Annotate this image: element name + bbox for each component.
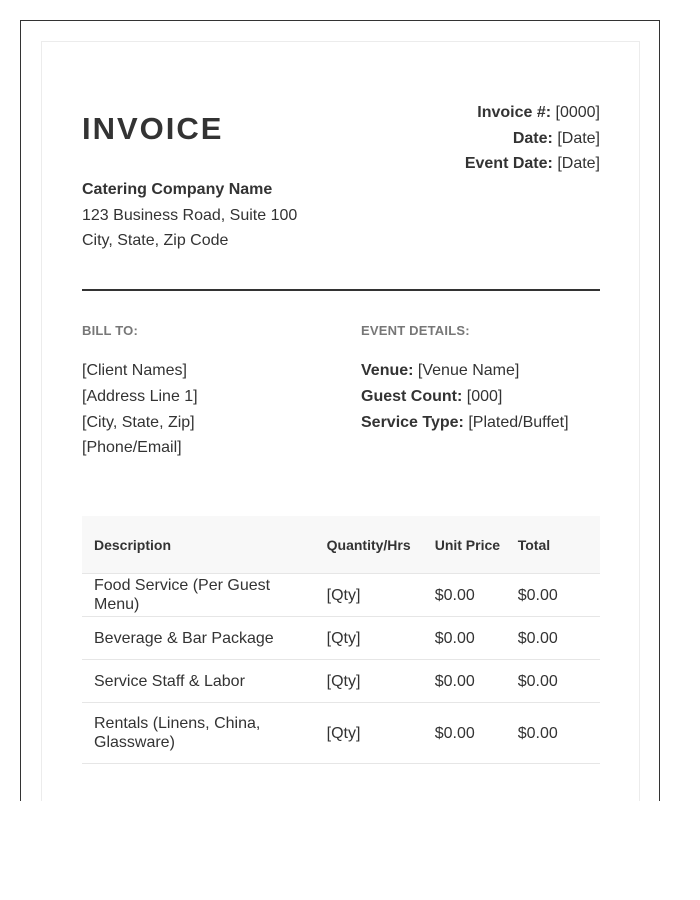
row-quantity: [Qty] <box>315 617 423 660</box>
row-description: Service Staff & Labor <box>82 660 315 703</box>
venue-value: [Venue Name] <box>417 362 520 379</box>
invoice-date-label: Date: <box>512 129 553 147</box>
company-block <box>82 177 297 254</box>
row-unit-price: $0.00 <box>423 703 506 764</box>
bill-to-label: BILL TO: <box>82 323 139 338</box>
header-unit-price: Unit Price <box>423 516 506 574</box>
guest-count-label: Guest Count: <box>361 387 463 405</box>
event-details-lines <box>361 358 600 435</box>
company-address-line-1: 123 Business Road, Suite 100 <box>82 206 298 224</box>
row-total: $0.00 <box>506 660 600 703</box>
table-row <box>82 703 600 764</box>
service-type-label: Service Type: <box>361 413 464 431</box>
invoice-meta <box>465 100 600 177</box>
service-type-line <box>361 410 600 436</box>
venue-line <box>361 358 600 384</box>
row-quantity: [Qty] <box>315 660 423 703</box>
invoice-date-line <box>465 126 600 152</box>
invoice-number-value: [0000] <box>555 104 600 121</box>
bill-to-address-line: [Address Line 1] <box>82 387 198 405</box>
row-description: Beverage & Bar Package <box>82 617 315 660</box>
bill-to-client-names: [Client Names] <box>82 362 187 379</box>
row-description: Rentals (Linens, China, Glassware) <box>82 703 315 764</box>
table-header-row <box>82 516 600 574</box>
event-details-section <box>361 323 600 435</box>
table-row <box>82 617 600 660</box>
table-row <box>82 574 600 617</box>
row-quantity: [Qty] <box>315 574 423 617</box>
venue-label: Venue: <box>361 362 414 379</box>
bill-to-city-state-zip: [City, State, Zip] <box>82 413 195 431</box>
guest-count-line <box>361 384 600 410</box>
bill-to-section <box>82 323 342 461</box>
service-type-value: [Plated/Buffet] <box>468 413 569 431</box>
invoice-title: INVOICE <box>82 111 224 146</box>
bill-to-phone-email: [Phone/Email] <box>82 439 182 457</box>
bill-to-lines <box>82 358 342 461</box>
row-unit-price: $0.00 <box>423 660 506 703</box>
table-header <box>82 516 600 574</box>
invoice-number-line <box>465 100 600 126</box>
table-row <box>82 660 600 703</box>
event-date-value: [Date] <box>557 155 600 172</box>
row-total: $0.00 <box>506 574 600 617</box>
row-quantity: [Qty] <box>315 703 423 764</box>
row-total: $0.00 <box>506 703 600 764</box>
company-address-line-2: City, State, Zip Code <box>82 232 229 249</box>
header-description: Description <box>82 516 315 574</box>
invoice-page <box>41 41 640 801</box>
line-items-table <box>82 516 600 764</box>
company-name: Catering Company Name <box>82 181 273 198</box>
header-total: Total <box>506 516 600 574</box>
invoice-date-value: [Date] <box>557 129 600 147</box>
row-total: $0.00 <box>506 617 600 660</box>
row-unit-price: $0.00 <box>423 617 506 660</box>
event-details-label: EVENT DETAILS: <box>361 323 470 338</box>
invoice-number-label: Invoice #: <box>477 104 552 121</box>
row-description: Food Service (Per Guest Menu) <box>82 574 315 617</box>
row-unit-price: $0.00 <box>423 574 506 617</box>
event-date-line <box>465 151 600 177</box>
table-body <box>82 574 600 764</box>
header-quantity: Quantity/Hrs <box>315 516 423 574</box>
event-date-label: Event Date: <box>464 155 553 172</box>
guest-count-value: [000] <box>466 387 503 405</box>
header-divider <box>82 289 600 291</box>
